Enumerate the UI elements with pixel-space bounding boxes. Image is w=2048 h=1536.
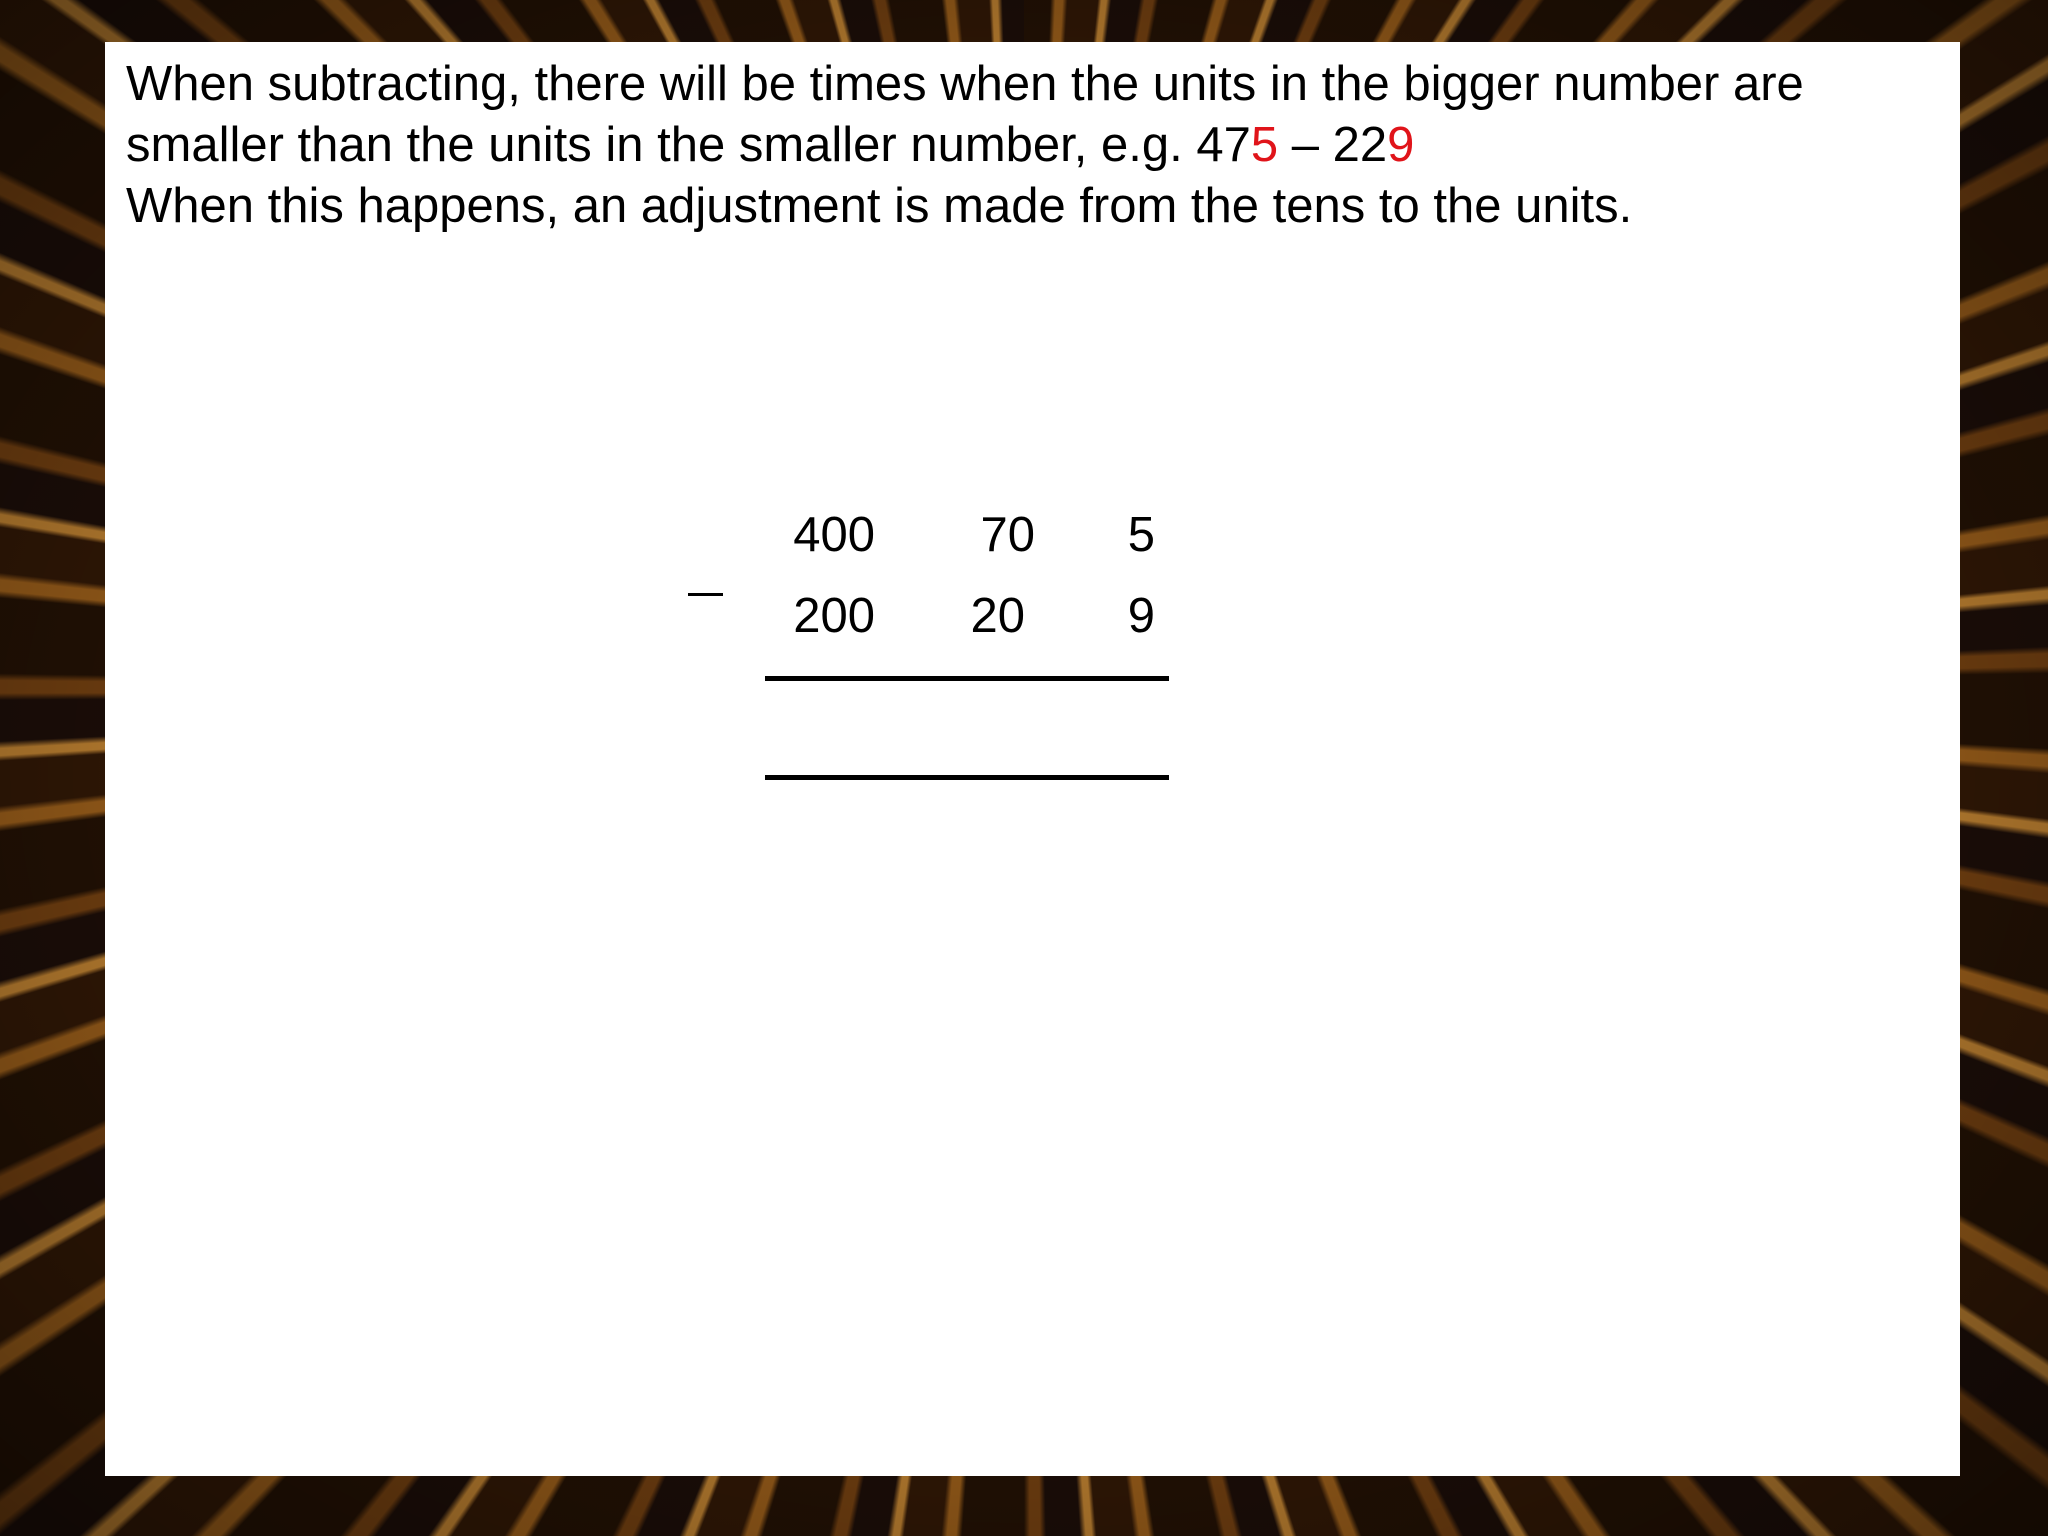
slide — [105, 42, 1960, 1476]
top-hundreds: 400 — [793, 508, 875, 562]
bottom-hundreds: 200 — [793, 589, 875, 643]
intro-text — [126, 54, 1946, 237]
intro-line-2-mid: – 22 — [1278, 118, 1388, 172]
bottom-tens: 20 — [970, 589, 1025, 643]
intro-line-2 — [126, 115, 1946, 176]
intro-line-2-text: smaller than the units in the smaller number, e.g. 47 — [126, 118, 1251, 172]
highlight-digit-units-smaller: 9 — [1387, 118, 1415, 172]
minus-sign — [688, 593, 723, 596]
intro-line-1: When subtracting, there will be times when the units in the bigger number are — [126, 57, 1804, 111]
top-tens: 70 — [980, 508, 1035, 562]
bottom-units: 9 — [1127, 589, 1155, 643]
highlight-digit-units-bigger: 5 — [1250, 118, 1279, 172]
answer-rule-bottom — [765, 775, 1169, 780]
intro-line-3: When this happens, an adjustment is made from the tens to the units. — [126, 179, 1633, 233]
answer-rule-top — [765, 676, 1169, 681]
top-units: 5 — [1127, 508, 1155, 562]
